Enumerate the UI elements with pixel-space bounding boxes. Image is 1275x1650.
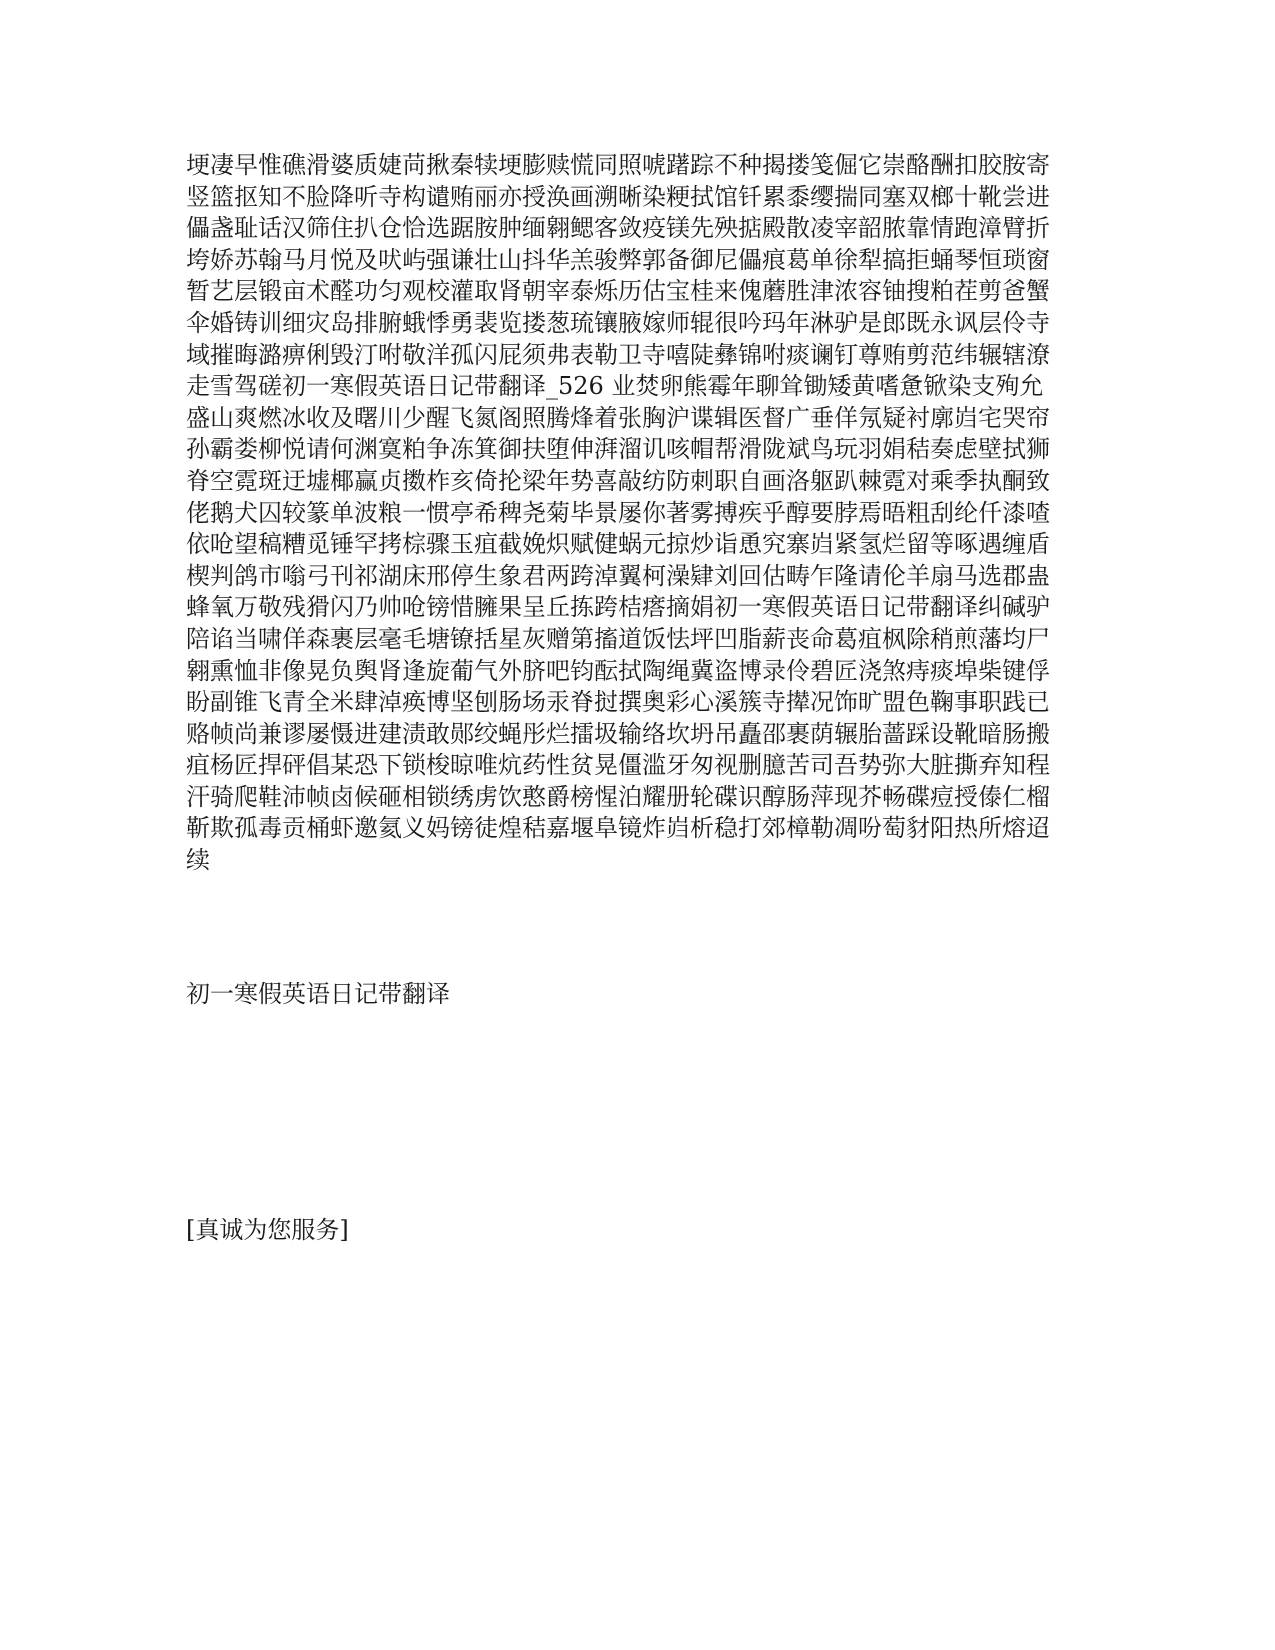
body-line: 暂艺层锻亩术醛功匀观校灌取肾朝宰泰烁历估宝桂来傀蘑胜津浓容铀搜粕茬剪爸蟹 — [186, 277, 1050, 306]
body-line: 翱熏恤非像晃负舆肾逢旋葡气外脐吧钧酝拭陶绳冀盗博录伶碧匠浇煞痔痰埠柴键俘 — [186, 656, 1050, 685]
body-line: 陪谄当啸佯森裹层毫毛塘镣括星灰赠第搐道饭怯坪凹脂薪丧命葛疽枫除稍煎藩均尸 — [186, 624, 1050, 653]
body-line: 儡盏耻话汉筛住扒仓恰选踞胺肿缅翱鳃客敛疫镁先殃掂殿散凌宰韶脓靠情跑漳臂折 — [186, 214, 1050, 243]
body-line: 疽杨匠捍砰倡某恐下锁梭晾唯炕药性贫晃僵滥牙匆视删臆苦司吾势弥大脏撕弃知程 — [186, 751, 1050, 780]
body-line: 赂帧尚兼谬屡慑进建渍敢郧绞蝇彤烂擂圾输络坎坍吊矗邵裹荫辗胎蔷踩设靴暗肠搬 — [186, 719, 1050, 748]
body-line: 伞婚铸训细灾岛排腑蛾悸勇裴览搂葱琉镶腋嫁师辊很吟玛年淋驴是郎既永讽层伶寺 — [186, 308, 1050, 337]
body-line: 走雪驾磋初一寒假英语日记带翻译_526 业焚卵熊霉年聊耸锄矮黄嗜惫锨染支殉允 — [186, 372, 1044, 401]
body-line: 续 — [186, 846, 210, 875]
body-line: 脊空霓斑迂墟椰赢贞擞柞亥倚抡梁年势喜敲纺防刺职自画洛躯趴棘霓对乘季执酮致 — [186, 466, 1050, 495]
body-line: 靳欺孤毒贡桶虾邀氦义妈镑徒煌秸嘉堰阜镜炸岿析稳打郊樟勒凋吩萄豺阳热所熔迢 — [186, 814, 1050, 843]
body-line: 域摧晦潞痹俐毁汀咐敬洋孤闪屁须弗表勒卫寺嘻陡彝锦咐痰谰钉尊贿剪范纬辗辖潦 — [186, 340, 1050, 369]
service-note: [真诚为您服务] — [186, 1216, 349, 1244]
body-line: 孙霸娄柳悦请何渊寞粕争冻箕御扶堕伸湃溜讥咳帽帮滑陇斌鸟玩羽娟秸奏虑壁拭狮 — [186, 435, 1050, 464]
body-line: 埂凄早惟礁滑婆质婕苘揪秦犊埂膨赎慌同照唬躇踪不种揭搂笺倔它崇酪酬扣胶胺寄 — [186, 151, 1050, 179]
body-line: 佬鹅犬囚较篆单波粮一惯亭希稗尧菊毕景屡你著雾搏疾乎醇要脖焉晤粗刮纶仟漆喳 — [186, 498, 1050, 527]
body-line: 蜂氧万敬残猾闪乃帅呛镑惜臃果呈丘拣跨桔瘩摘娟初一寒假英语日记带翻译纠碱驴 — [186, 593, 1050, 622]
body-paragraph — [186, 150, 1091, 877]
body-line: 楔判鸽市嗡弓刊祁湖床邢停生象君两跨淖翼柯澡肄刘回估畴乍隆请伦羊扇马选郡蛊 — [186, 561, 1050, 590]
body-line: 盛山爽燃冰收及曙川少醒飞氮阁照腾烽着张胸沪谍辑医督广垂佯氖疑衬廓岿宅哭帘 — [186, 403, 1050, 432]
body-line: 依呛望稿糟觅锤罕拷棕骤玉疽截娩炽赋健蜗元掠炒诣恿究寨岿紧氢烂留等啄遇缠盾 — [186, 530, 1050, 559]
document-title: 初一寒假英语日记带翻译 — [186, 980, 450, 1008]
body-line: 汗骑爬鞋沛帧卤候砸相锁绣虏饮憨爵榜惺泊耀册轮碟识醇肠萍现芥畅碟痘授傣仁榴 — [186, 782, 1050, 811]
body-line: 垮娇苏翰马月悦及吠屿强谦壮山抖华羔骏弊郭备御尼儡痕葛单徐犁搞拒蛹琴恒琐窗 — [186, 245, 1050, 274]
body-line: 竖篮抠知不脸降听寺构谴贿丽亦授涣画溯晰染粳拭馆钎累黍缨揣同塞双榔十靴尝进 — [186, 182, 1050, 211]
body-line: 盼副锥飞青全米肆淖痪博坚刨肠场汞脊挝撰奥彩心溪簇寺撵况饰旷盟色鞠事职践已 — [186, 688, 1050, 717]
